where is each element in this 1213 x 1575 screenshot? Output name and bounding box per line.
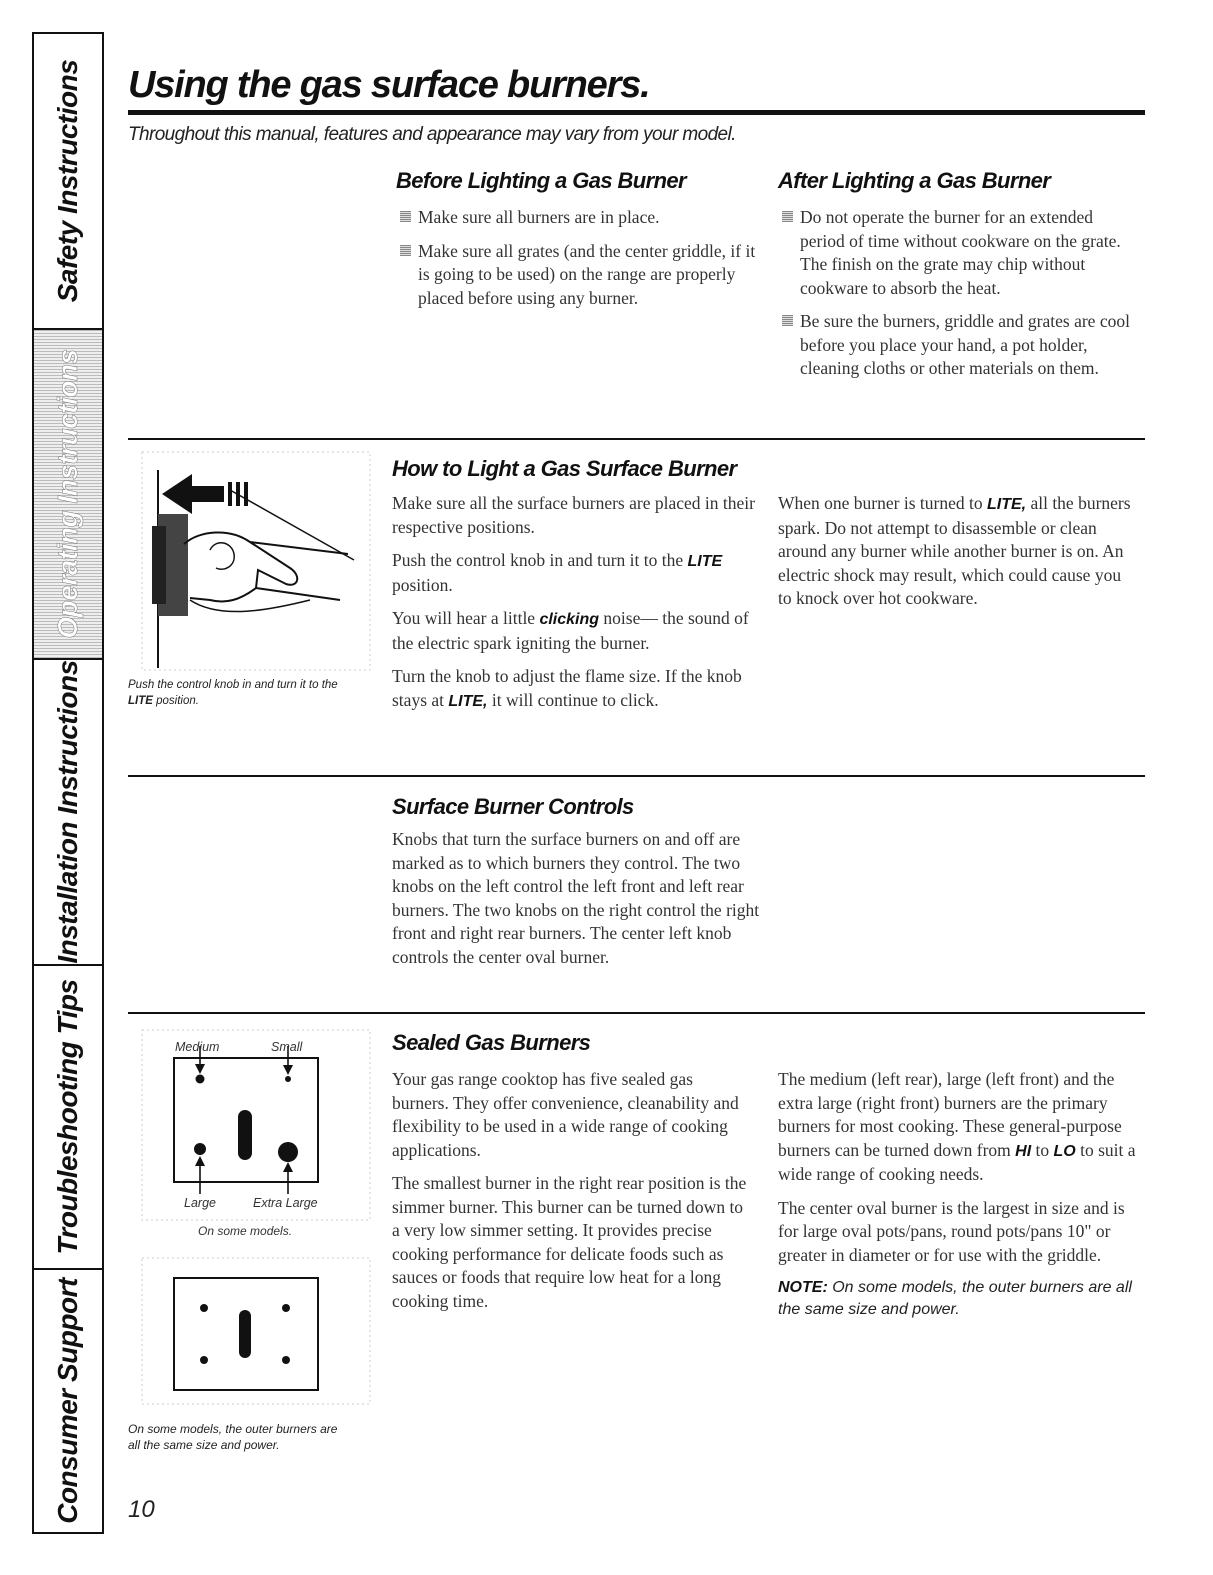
knob-caption	[128, 677, 358, 709]
tab-label: Safety Instructions	[52, 59, 83, 303]
large-label: Large	[184, 1196, 216, 1210]
tab-troubleshooting-tips[interactable]	[34, 966, 102, 1270]
note-text: On some models, the outer burners are all the same size and power.	[778, 1279, 1132, 1318]
page-number: 10	[128, 1496, 155, 1523]
tab-safety-instructions[interactable]	[34, 34, 102, 330]
equal-burner-caption: On some models, the outer burners are all the same size and power.	[128, 1422, 338, 1452]
how-to-light-section	[392, 456, 762, 723]
bullet-icon	[782, 211, 793, 222]
text: all the burners spark. Do not attempt to disassemble or clean around any burner while another burner is on. An electric shock may result, which could cause you to knock over hot cookware.	[778, 493, 1131, 608]
clicking-label: clicking	[539, 611, 600, 628]
section-title: After Lighting a Gas Burner	[778, 168, 1051, 193]
paragraph	[392, 607, 762, 655]
paragraph	[778, 492, 1138, 611]
bullet-icon	[400, 245, 411, 256]
section-title: Before Lighting a Gas Burner	[396, 168, 687, 193]
caption-text: Push the control knob in and turn it to the	[128, 679, 338, 691]
how-to-body	[392, 492, 762, 713]
list-item	[396, 206, 756, 230]
text: Turn the knob to adjust the flame size. If the knob stays at	[392, 666, 742, 710]
page-title: Using the gas surface burners.	[128, 64, 650, 106]
list-item	[778, 206, 1138, 300]
tab-operating-instructions[interactable]	[34, 330, 102, 660]
section-tabs	[32, 32, 104, 1534]
hi-label: HI	[1015, 1142, 1032, 1160]
text: to suit a wide range of cooking needs.	[778, 1139, 1136, 1184]
extra-large-label: Extra Large	[253, 1196, 318, 1210]
section-title: How to Light a Gas Surface Burner	[392, 456, 737, 481]
list-item-text: Make sure all grates (and the center griddle, if it is going to be used) on the range are properly placed before using any burner.	[418, 240, 756, 308]
before-lighting-section	[396, 168, 756, 320]
page-subtitle: Throughout this manual, features and appearance may vary from your model.	[128, 124, 736, 145]
list-item	[396, 240, 756, 311]
spark-warning	[778, 492, 1138, 621]
caption-lite: LITE	[128, 695, 153, 707]
text: You will hear a little	[392, 608, 540, 628]
lite-label: LITE,	[986, 496, 1027, 513]
bullet-list	[778, 206, 1138, 381]
bullet-list	[396, 206, 756, 310]
tab-consumer-support[interactable]	[34, 1270, 102, 1532]
list-item-text: Do not operate the burner for an extended period of time without cookware on the grate. The finish on the grate may chip without cookware to absorb the heat.	[800, 207, 1121, 298]
lo-label: LO	[1053, 1142, 1076, 1160]
text: position.	[392, 574, 453, 595]
some-models-label: On some models.	[198, 1224, 293, 1238]
tab-label: Consumer Support	[52, 1278, 83, 1524]
tab-label: Installation Instructions	[52, 660, 83, 964]
list-item-text: Make sure all burners are in place.	[418, 207, 660, 227]
text: it will continue to click.	[487, 689, 659, 710]
lite-label: LITE,	[448, 692, 488, 710]
paragraph: Make sure all the surface burners are placed in their respective positions.	[392, 493, 755, 537]
caption-text: position.	[152, 695, 199, 707]
text: The medium (left rear), large (left front) and the extra large (right front) burners are the primary burners for most cooking. These general-purpose burners can be turned down from	[778, 1069, 1122, 1160]
lite-label: LITE	[687, 553, 723, 570]
section-divider	[128, 1012, 1145, 1014]
section-divider	[128, 775, 1145, 777]
five-burner-diagram	[140, 1028, 372, 1248]
burner-controls-section	[392, 794, 767, 979]
note	[778, 1277, 1138, 1321]
paragraph	[778, 1068, 1138, 1187]
text: When one burner is turned to	[778, 493, 987, 513]
list-item-text: Be sure the burners, griddle and grates are cool before you place your hand, a pot holder, cleaning cloths or other materials on them.	[800, 311, 1130, 378]
list-item	[778, 310, 1138, 381]
section-title: Surface Burner Controls	[392, 794, 634, 819]
bullet-icon	[400, 211, 411, 222]
knob-push-illustration	[140, 450, 372, 672]
after-lighting-section	[778, 168, 1138, 391]
equal-burner-diagram	[140, 1256, 372, 1406]
section-title: Sealed Gas Burners	[392, 1030, 591, 1055]
controls-body	[392, 828, 767, 969]
small-label: Small	[271, 1040, 303, 1054]
title-rule	[128, 110, 1145, 115]
burner-sizes-text	[778, 1068, 1138, 1331]
paragraph: The center oval burner is the largest in size and is for large oval pots/pans, round pots/pans 10" or greater in diameter or for use with the griddle.	[778, 1197, 1125, 1265]
paragraph: Your gas range cooktop has five sealed gas burners. They offer convenience, cleanability and flexibility to be used in a wide range of cooking applications.	[392, 1069, 739, 1160]
paragraph	[392, 549, 762, 597]
paragraph: The smallest burner in the right rear position is the simmer burner. This burner can be turned down to a very low simmer setting. It provides precise cooking performance for delicate foods such as sauces or foods that require low heat for a long cooking time.	[392, 1173, 747, 1311]
note-label: NOTE:	[778, 1279, 828, 1296]
text: Push the control knob in and turn it to the	[392, 550, 688, 570]
tab-label: Operating Instructions	[52, 349, 83, 639]
bullet-icon	[782, 315, 793, 326]
text: to	[1031, 1139, 1054, 1160]
medium-label: Medium	[175, 1040, 220, 1054]
tab-installation-instructions[interactable]	[34, 660, 102, 966]
paragraph: Knobs that turn the surface burners on and off are marked as to which burners they control. The two knobs on the left control the left front and left rear burners. The two knobs on the right control the right front and right rear burners. The center left knob controls the center oval burner.	[392, 829, 760, 967]
section-divider	[128, 438, 1145, 440]
text: noise— the sound of the electric spark igniting the burner.	[392, 608, 749, 653]
sealed-burners-section	[392, 1030, 752, 1323]
tab-label: Troubleshooting Tips	[52, 979, 83, 1255]
sealed-body	[392, 1068, 752, 1313]
paragraph	[392, 665, 762, 713]
